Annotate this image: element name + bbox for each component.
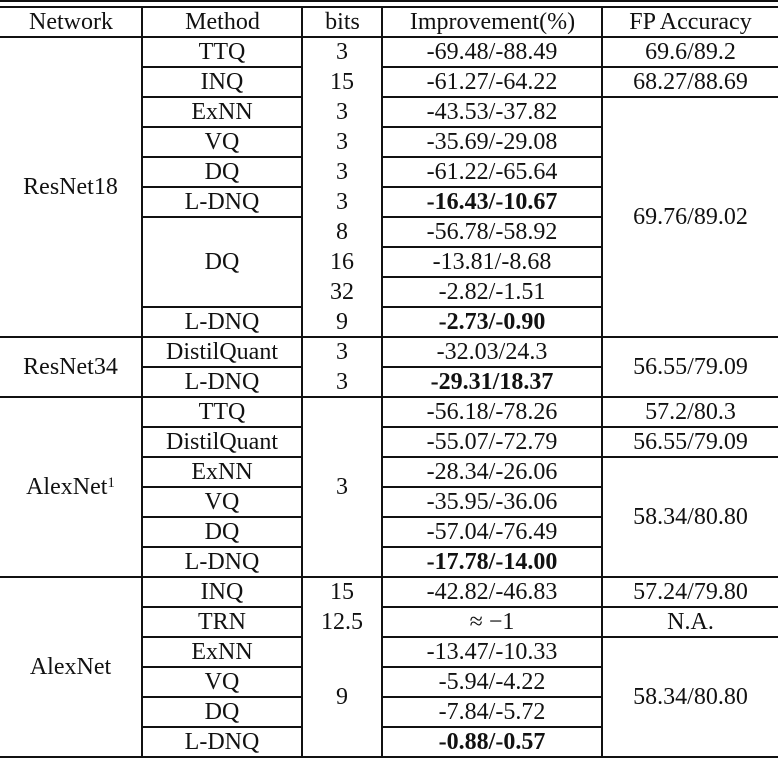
header-fp-accuracy: FP Accuracy [629,9,752,35]
fp-accuracy-cell: 58.34/80.80 [633,684,748,710]
fp-accuracy-cell: 57.24/79.80 [633,579,748,605]
improvement-cell-best: -17.78/-14.00 [426,549,558,575]
fp-accuracy-cell: 58.34/80.80 [633,504,748,530]
improvement-cell-best: -29.31/18.37 [430,369,554,395]
improvement-cell: -42.82/-46.83 [426,579,558,605]
improvement-cell: -32.03/24.3 [436,339,548,365]
network-resnet34: ResNet34 [23,354,118,380]
improvement-cell: -61.22/-65.64 [426,159,558,185]
bits-cell: 32 [330,279,354,305]
method-cell: DQ [204,159,240,185]
method-cell: ExNN [191,639,253,665]
improvement-cell: -61.27/-64.22 [426,69,558,95]
improvement-cell: -57.04/-76.49 [426,519,558,545]
method-cell: VQ [204,489,240,515]
bits-cell: 8 [336,219,348,245]
method-cell: L-DNQ [184,369,260,395]
fp-accuracy-cell: 56.55/79.09 [633,429,748,455]
improvement-cell: -69.48/-88.49 [426,39,558,65]
method-cell: L-DNQ [184,549,260,575]
method-cell: VQ [204,129,240,155]
method-cell: DQ [204,519,240,545]
fp-accuracy-cell: 68.27/88.69 [633,69,748,95]
bits-cell: 15 [330,579,354,605]
bits-cell: 3 [336,189,348,215]
improvement-cell: -13.47/-10.33 [426,639,558,665]
improvement-cell: -2.82/-1.51 [438,279,546,305]
fp-accuracy-cell: 57.2/80.3 [645,399,736,425]
bits-cell: 9 [336,684,348,710]
bits-cell: 3 [336,339,348,365]
method-cell: ExNN [191,459,253,485]
method-cell: L-DNQ [184,309,260,335]
improvement-cell: -5.94/-4.22 [438,669,546,695]
improvement-cell-best: -16.43/-10.67 [426,189,558,215]
method-cell: DistilQuant [166,339,278,365]
improvement-cell: -43.53/-37.82 [426,99,558,125]
fp-accuracy-cell: N.A. [667,609,714,635]
improvement-cell: -56.78/-58.92 [426,219,558,245]
network-resnet18: ResNet18 [23,174,118,200]
header-improvement: Improvement(%) [409,9,576,35]
network-name: AlexNet [26,474,108,500]
header-method: Method [185,9,260,35]
improvement-cell: -55.07/-72.79 [426,429,558,455]
bits-cell: 9 [336,309,348,335]
method-cell: L-DNQ [184,189,260,215]
bits-cell: 3 [336,39,348,65]
header-network: Network [29,9,113,35]
method-cell: DQ [204,249,240,275]
method-cell: INQ [200,579,244,605]
improvement-cell: -28.34/-26.06 [426,459,558,485]
method-cell: DistilQuant [166,429,278,455]
bits-cell: 12.5 [321,609,363,635]
bits-cell: 3 [336,129,348,155]
method-cell: VQ [204,669,240,695]
fp-accuracy-cell: 69.76/89.02 [633,204,748,230]
bits-cell: 16 [330,249,354,275]
improvement-cell: -35.69/-29.08 [426,129,558,155]
method-cell: TTQ [198,399,246,425]
method-cell: TRN [198,609,246,635]
method-cell: TTQ [198,39,246,65]
bits-cell: 3 [336,159,348,185]
improvement-cell: -56.18/-78.26 [426,399,558,425]
improvement-cell: -13.81/-8.68 [432,249,552,275]
improvement-cell: -35.95/-36.06 [426,489,558,515]
improvement-cell: -7.84/-5.72 [438,699,546,725]
bits-cell: 3 [336,99,348,125]
header-bits: bits [325,9,360,35]
fp-accuracy-cell: 69.6/89.2 [645,39,736,65]
improvement-cell: ≈ −1 [469,609,515,635]
improvement-cell-best: -0.88/-0.57 [438,729,546,755]
method-cell: L-DNQ [184,729,260,755]
network-alexnet: AlexNet [29,654,112,680]
method-cell: ExNN [191,99,253,125]
method-cell: DQ [204,699,240,725]
network-alexnet-footnoted [0,397,141,577]
method-cell: INQ [200,69,244,95]
footnote-marker: 1 [107,474,115,491]
bits-cell: 3 [336,369,348,395]
improvement-cell-best: -2.73/-0.90 [438,309,546,335]
bits-cell: 15 [330,69,354,95]
bits-cell: 3 [336,474,348,500]
fp-accuracy-cell: 56.55/79.09 [633,354,748,380]
top-rule-outer [0,0,778,2]
